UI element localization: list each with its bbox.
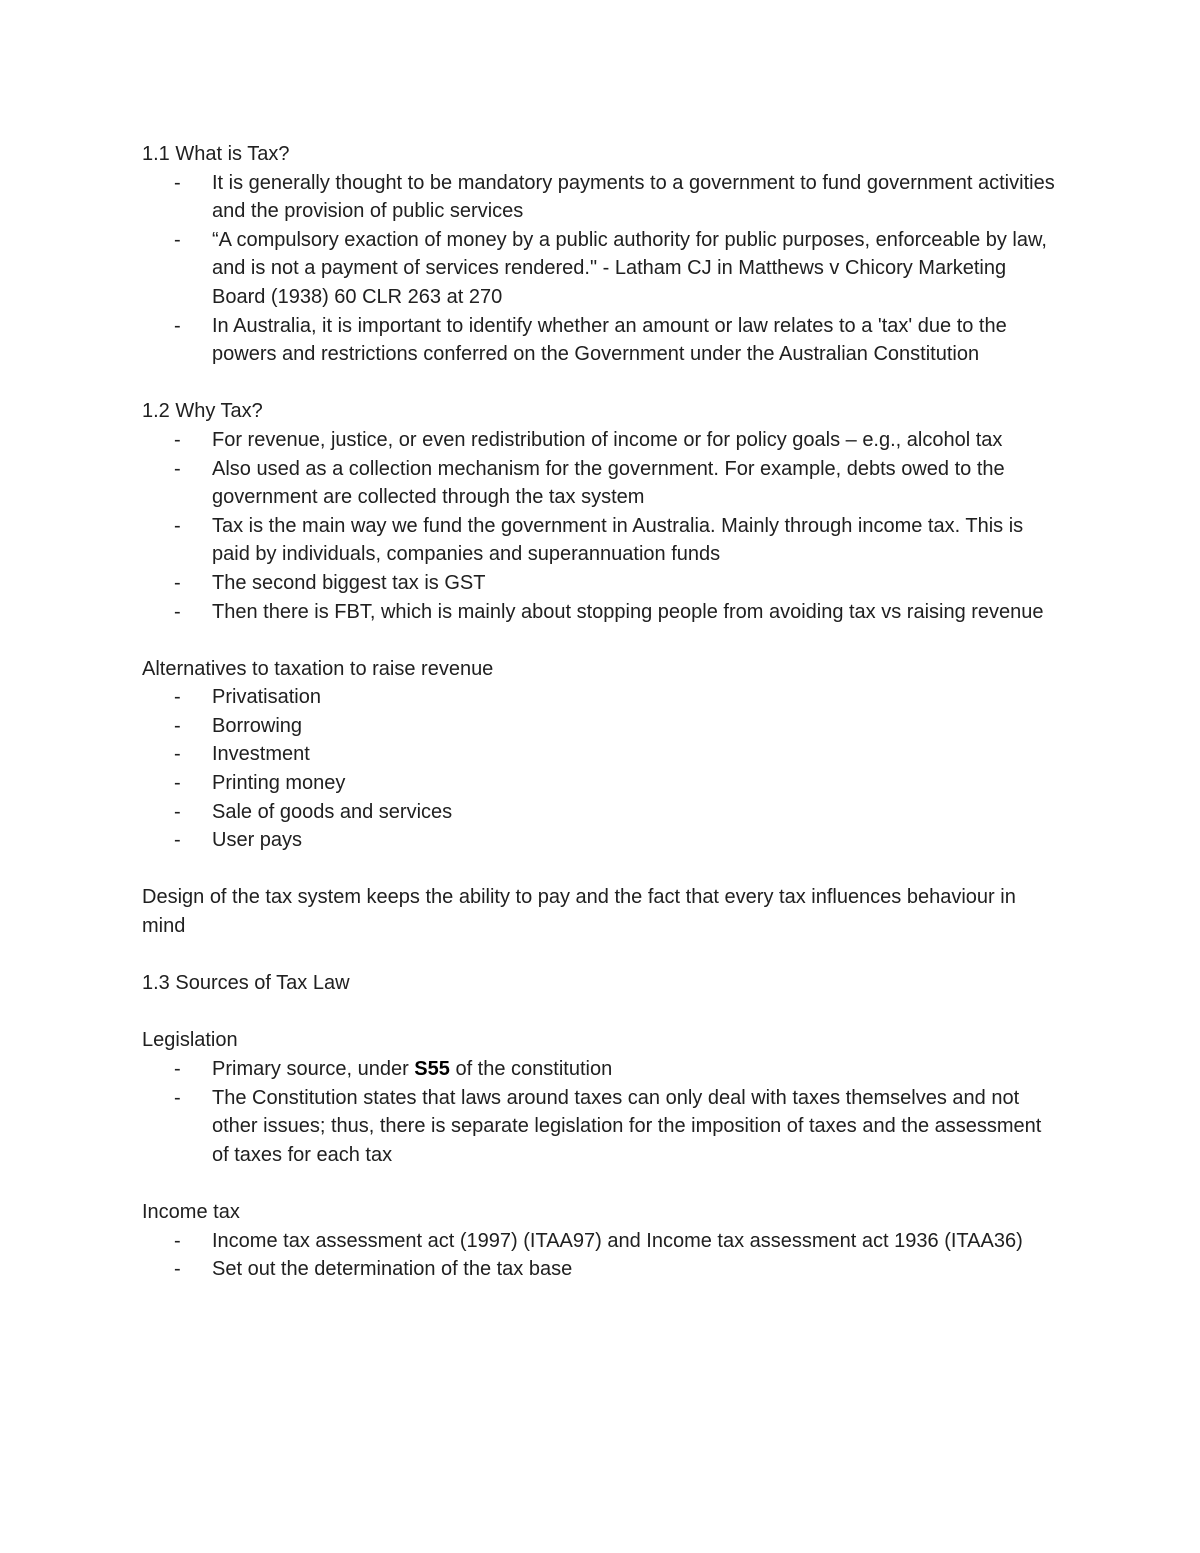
dash-bullet: - bbox=[174, 514, 181, 537]
list-item: - Borrowing bbox=[142, 712, 1062, 741]
list-item: - In Australia, it is important to identify whether an amount or law relates to a 'tax' due to the powers and restrictions conferred on the Government under the Australian Constitution bbox=[142, 312, 1062, 369]
section-heading-alternatives: Alternatives to taxation to raise revenue bbox=[142, 657, 494, 680]
dash-bullet: - bbox=[174, 772, 181, 795]
list-item: - Tax is the main way we fund the government in Australia. Mainly through income tax. This is paid by individuals, companies and superannuation funds bbox=[142, 512, 1062, 569]
dash-bullet: - bbox=[174, 1229, 181, 1252]
dash-bullet: - bbox=[174, 600, 181, 623]
list-item: - Also used as a collection mechanism for the government. For example, debts owed to the government are collected through the tax system bbox=[142, 455, 1062, 512]
document-page bbox=[142, 140, 1062, 1284]
list-item: - Set out the determination of the tax base bbox=[142, 1255, 1062, 1284]
list-item: - Printing money bbox=[142, 769, 1062, 798]
list-item: - It is generally thought to be mandatory payments to a government to fund government activities and the provision of public services bbox=[142, 169, 1062, 226]
list-item: - Then there is FBT, which is mainly about stopping people from avoiding tax vs raising revenue bbox=[142, 598, 1062, 627]
section-reference: S55 bbox=[414, 1058, 450, 1080]
legislation-list bbox=[142, 1055, 1062, 1169]
section-heading-why-tax: 1.2 Why Tax? bbox=[142, 400, 263, 423]
list-item: - The Constitution states that laws around taxes can only deal with taxes themselves and not other issues; thus, there is separate legislation for the imposition of taxes and the assessment of taxes for each tax bbox=[142, 1084, 1062, 1170]
what-is-tax-list bbox=[142, 169, 1062, 369]
list-item: - Sale of goods and services bbox=[142, 798, 1062, 827]
why-tax-list bbox=[142, 426, 1062, 626]
design-paragraph: Design of the tax system keeps the ability to pay and the fact that every tax influences behaviour in mind bbox=[142, 886, 1016, 938]
dash-bullet: - bbox=[174, 800, 181, 823]
dash-bullet: - bbox=[174, 428, 181, 451]
list-item: - Income tax assessment act (1997) (ITAA97) and Income tax assessment act 1936 (ITAA36) bbox=[142, 1227, 1062, 1256]
dash-bullet: - bbox=[174, 1086, 181, 1109]
dash-bullet: - bbox=[174, 1058, 181, 1080]
list-item: - User pays bbox=[142, 826, 1062, 855]
alternatives-list bbox=[142, 683, 1062, 855]
dash-bullet: - bbox=[174, 228, 181, 251]
list-item: - For revenue, justice, or even redistribution of income or for policy goals – e.g., alcohol tax bbox=[142, 426, 1062, 455]
section-heading-what-is-tax: 1.1 What is Tax? bbox=[142, 143, 290, 165]
income-tax-list bbox=[142, 1227, 1062, 1284]
dash-bullet: - bbox=[174, 571, 181, 594]
list-item: - “A compulsory exaction of money by a public authority for public purposes, enforceable by law, and is not a payment of services rendered." - Latham CJ in Matthews v Chicory Marketing Board (1938) 60 CLR 263 at 270 bbox=[142, 226, 1062, 312]
dash-bullet: - bbox=[174, 171, 181, 194]
list-item: - Investment bbox=[142, 740, 1062, 769]
list-item: - Primary source, under S55 of the constitution bbox=[142, 1055, 1062, 1084]
dash-bullet: - bbox=[174, 457, 181, 480]
list-item: - Privatisation bbox=[142, 683, 1062, 712]
dash-bullet: - bbox=[174, 714, 181, 737]
section-heading-legislation: Legislation bbox=[142, 1029, 238, 1052]
dash-bullet: - bbox=[174, 743, 181, 766]
dash-bullet: - bbox=[174, 686, 181, 709]
section-heading-income-tax: Income tax bbox=[142, 1200, 240, 1223]
section-heading-sources: 1.3 Sources of Tax Law bbox=[142, 972, 350, 995]
dash-bullet: - bbox=[174, 829, 181, 852]
dash-bullet: - bbox=[174, 1258, 181, 1281]
dash-bullet: - bbox=[174, 314, 181, 337]
list-item: - The second biggest tax is GST bbox=[142, 569, 1062, 598]
